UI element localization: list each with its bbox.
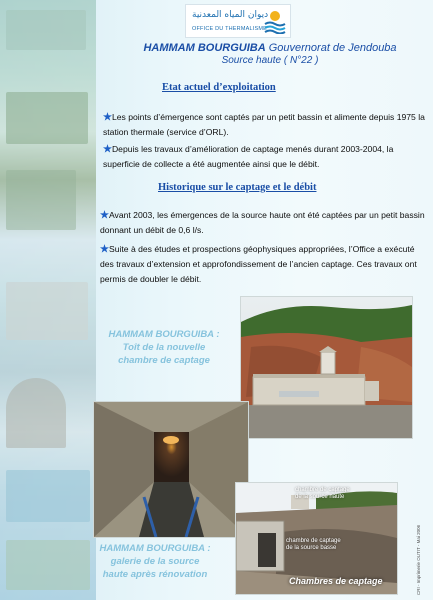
photo-label-line: chambre de captage <box>286 538 341 544</box>
paragraph-text: Suite à des études et prospections géophysiques appropriées, l’Office a exécuté des travaux d’extension et approfondissement de l’ancien captage. Ces travaux ont permis de doubler le débit. <box>100 244 417 284</box>
caption-gallery <box>90 542 220 581</box>
photo-label-line: de la source basse <box>286 545 337 551</box>
caption-line: Toît de la nouvelle <box>122 342 206 353</box>
paragraph-text: Avant 2003, les émergences de la source haute ont été captées par un petit bassin donnant un débit de 0,6 l/s. <box>100 210 425 235</box>
photo-chambres-captage <box>235 482 398 595</box>
caption-chambres-captage: Chambres de captage <box>289 576 383 586</box>
logo-arabic-text: ديوان المياه المعدنية <box>192 10 269 20</box>
caption-roof <box>102 328 226 367</box>
paragraph-text: Depuis les travaux d’amélioration de captage menés durant 2003-2004, la superficie de collecte a été augmentée ainsi que le débit. <box>103 144 394 169</box>
caption-line: chambre de captage <box>118 355 210 366</box>
photo-roof-image <box>241 297 412 438</box>
decorative-photo-strip <box>0 0 96 600</box>
photo-label-line: de la source haute <box>295 494 345 500</box>
caption-line: HAMMAM BOURGUIBA : <box>99 543 211 554</box>
strip-image-building <box>6 92 88 144</box>
office-logo <box>185 4 291 38</box>
photo-label-line: chambre de captage <box>295 487 350 493</box>
photo-captage-roof <box>240 296 413 439</box>
strip-image-landscape <box>6 10 86 50</box>
paragraph-avant-2003 <box>100 208 428 238</box>
photo-label-source-haute <box>295 487 350 501</box>
strip-image-coast <box>6 470 90 522</box>
section-heading-historique: Historique sur le captage et le débit <box>158 182 317 193</box>
paragraph-points-emergence <box>103 110 429 140</box>
title-subtitle: Source haute ( N°22 ) <box>221 55 319 66</box>
caption-line: haute après rénovation <box>102 569 208 580</box>
paragraph-travaux-amelioration <box>103 142 429 172</box>
logo-sun-icon <box>263 8 287 34</box>
strip-image-hill <box>6 170 76 230</box>
caption-line: HAMMAM BOURGUIBA : <box>108 329 220 340</box>
strip-image-dome <box>6 378 66 448</box>
bullet-star-icon: ★ <box>103 112 112 123</box>
title-main: HAMMAM BOURGUIBA <box>143 42 266 54</box>
bullet-star-icon: ★ <box>100 244 109 255</box>
bullet-star-icon: ★ <box>103 144 112 155</box>
paragraph-etudes-prospections <box>100 242 428 287</box>
bullet-star-icon: ★ <box>100 210 109 221</box>
page-title <box>120 42 420 66</box>
strip-image-facade <box>6 282 88 340</box>
photo-gallery-renovated <box>93 401 249 538</box>
section-heading-exploitation: Etat actuel d’exploitation <box>162 82 276 93</box>
caption-line: galerie de la source <box>110 556 200 567</box>
photo-label-source-basse <box>286 538 341 552</box>
strip-image-trees <box>6 540 90 590</box>
printer-credit: CRI - Imprimerie OUTIT - Mai 2006 <box>416 524 421 595</box>
logo-latin-text: OFFICE DU THERMALISME <box>192 26 267 32</box>
title-governorate: Gouvernorat de Jendouba <box>265 42 397 54</box>
paragraph-text: Les points d’émergence sont captés par un petit bassin et alimente depuis 1975 la station thermale (service d’ORL). <box>103 112 425 137</box>
photo-gallery-image <box>94 402 248 537</box>
